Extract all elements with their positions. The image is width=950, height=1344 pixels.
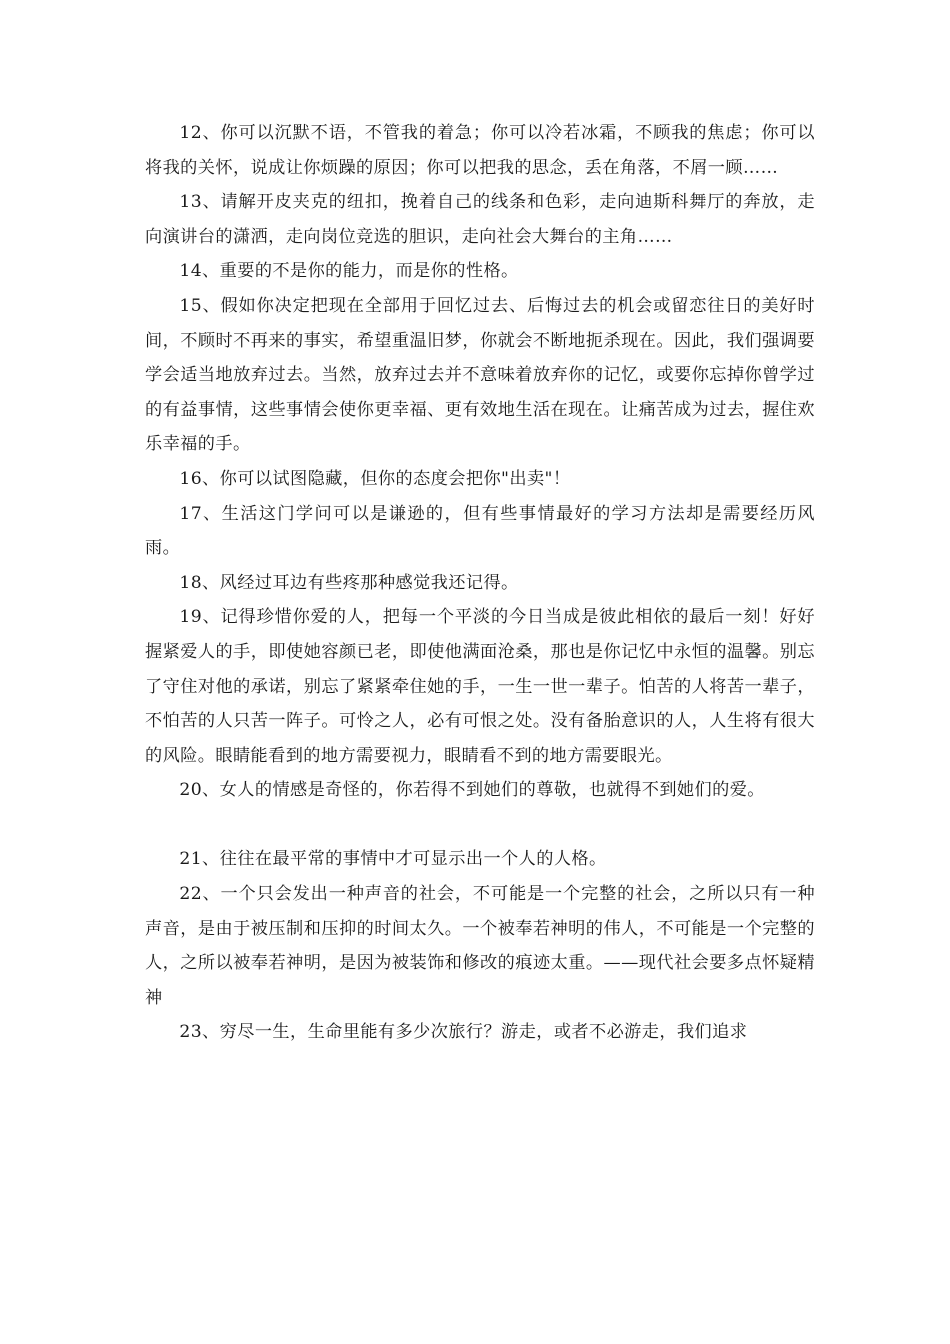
- paragraph-12: 12、你可以沉默不语，不管我的着急；你可以冷若冰霜，不顾我的焦虑；你可以将我的关怀，说成让你烦躁的原因；你可以把我的思念，丢在角落，不屑一顾……: [145, 123, 815, 178]
- paragraph-14: 14、重要的不是你的能力，而是你的性格。: [179, 261, 519, 282]
- paragraph-18: 18、风经过耳边有些疼那种感觉我还记得。: [179, 572, 519, 593]
- paragraph-22: 22、一个只会发出一种声音的社会，不可能是一个完整的社会，之所以只有一种声音，是由于被压制和压抑的时间太久。一个被奉若神明的伟人，不可能是一个完整的人，之所以被奉若神明，是因为被装饰和修改的痕迹太重。——现代社会要多点怀疑精神: [145, 884, 815, 1008]
- document-body: [145, 116, 815, 1050]
- paragraph-15: 15、假如你决定把现在全部用于回忆过去、后悔过去的机会或留恋往日的美好时间，不顾时不再来的事实，希望重温旧梦，你就会不断地扼杀现在。因此，我们强调要学会适当地放弃过去。当然，放弃过去并不意味着放弃你的记忆，或要你忘掉你曾学过的有益事情，这些事情会使你更幸福、更有效地生活在现在。让痛苦成为过去，握住欢乐幸福的手。: [145, 295, 815, 455]
- paragraph-20: 20、女人的情感是奇怪的，你若得不到她们的尊敬，也就得不到她们的爱。: [179, 780, 765, 801]
- paragraph-19: 19、记得珍惜你爱的人，把每一个平淡的今日当成是彼此相依的最后一刻！好好握紧爱人的手，即使她容颜已老，即使他满面沧桑，那也是你记忆中永恒的温馨。别忘了守住对他的承诺，别忘了紧紧牵住她的手，一生一世一辈子。怕苦的人将苦一辈子，不怕苦的人只苦一阵子。可怜之人，必有可恨之处。没有备胎意识的人，人生将有很大的风险。眼睛能看到的地方需要视力，眼睛看不到的地方需要眼光。: [145, 607, 815, 766]
- paragraph-23: 23、穷尽一生，生命里能有多少次旅行？游走，或者不必游走，我们追求: [179, 1022, 748, 1043]
- paragraph-13: 13、请解开皮夹克的纽扣，挽着自己的线条和色彩，走向迪斯科舞厅的奔放，走向演讲台的潇洒，走向岗位竞选的胆识，走向社会大舞台的主角……: [145, 192, 815, 247]
- paragraph-21: 21、往往在最平常的事情中才可显示出一个人的人格。: [179, 849, 607, 870]
- paragraph-16: 16、你可以试图隐藏，但你的态度会把你"出卖"！: [179, 468, 571, 489]
- paragraph-17: 17、生活这门学问可以是谦逊的，但有些事情最好的学习方法却是需要经历风雨。: [145, 503, 815, 559]
